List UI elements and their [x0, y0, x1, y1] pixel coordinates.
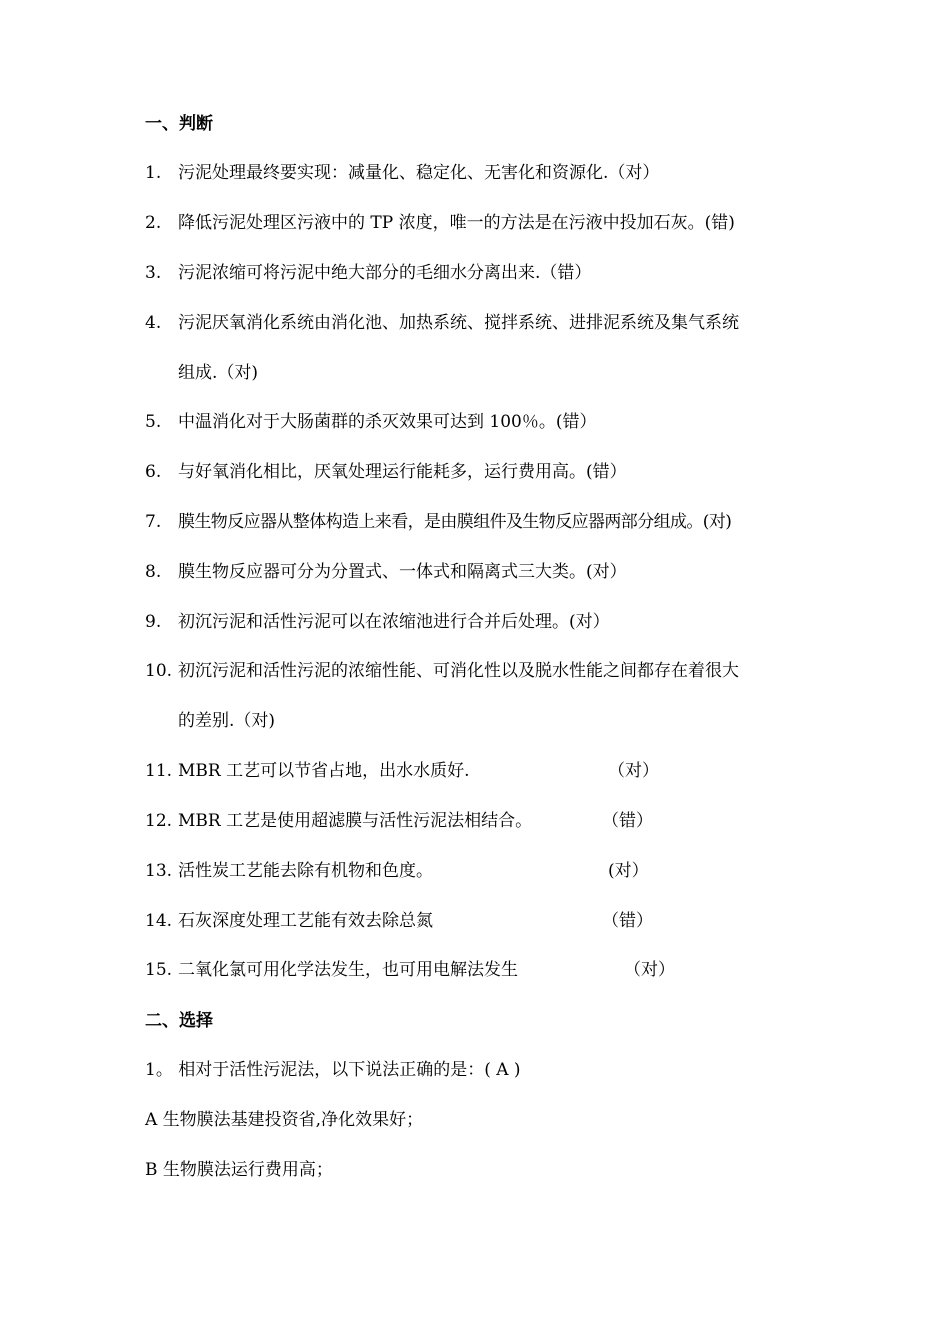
- item-answer: （对）: [608, 761, 659, 781]
- item-number: 6.: [145, 462, 162, 482]
- section-heading-judge: 一、判断: [145, 114, 213, 134]
- item-text: 污泥处理最终要实现：减量化、稳定化、无害化和资源化.（对）: [178, 163, 660, 183]
- item-text: 与好氧消化相比，厌氧处理运行能耗多，运行费用高。(错）: [178, 462, 627, 482]
- choice-question-1: 1。 相对于活性污泥法，以下说法正确的是：( A ): [145, 1060, 521, 1080]
- item-number: 1.: [145, 163, 162, 183]
- item-number: 7.: [145, 512, 162, 532]
- item-text: 污泥厌氧消化系统由消化池、加热系统、搅拌系统、进排泥系统及集气系统: [178, 313, 739, 333]
- item-number: 8.: [145, 562, 162, 582]
- item-answer: （对）: [624, 960, 675, 980]
- item-text: 活性炭工艺能去除有机物和色度。: [178, 861, 433, 881]
- choice-option-a: A 生物膜法基建投资省,净化效果好；: [145, 1110, 424, 1130]
- item-text: 初沉污泥和活性污泥的浓缩性能、可消化性以及脱水性能之间都存在着很大: [178, 661, 739, 681]
- item-text: 石灰深度处理工艺能有效去除总氮: [178, 911, 433, 931]
- item-text-continued: 的差别.（对): [178, 711, 276, 731]
- item-number: 15.: [145, 960, 173, 980]
- item-number: 3.: [145, 263, 162, 283]
- item-answer: (对）: [608, 861, 649, 881]
- item-number: 11.: [145, 761, 173, 781]
- item-answer: （错）: [602, 911, 653, 931]
- choice-option-b: B 生物膜法运行费用高；: [145, 1160, 333, 1180]
- item-number: 2.: [145, 213, 162, 233]
- item-text: MBR 工艺可以节省占地，出水水质好.: [178, 761, 470, 781]
- item-text-continued: 组成.（对): [178, 363, 259, 383]
- item-number: 10.: [145, 661, 173, 681]
- item-text: 中温消化对于大肠菌群的杀灭效果可达到 100％。(错）: [178, 412, 597, 432]
- item-answer: （错）: [602, 811, 653, 831]
- item-number: 14.: [145, 911, 173, 931]
- item-text: 膜生物反应器从整体构造上来看，是由膜组件及生物反应器两部分组成。(对): [178, 512, 732, 532]
- section-heading-choice: 二、选择: [145, 1011, 213, 1031]
- item-text: 初沉污泥和活性污泥可以在浓缩池进行合并后处理。(对）: [178, 612, 610, 632]
- item-text: MBR 工艺是使用超滤膜与活性污泥法相结合。: [178, 811, 533, 831]
- item-number: 4.: [145, 313, 162, 333]
- item-text: 二氧化氯可用化学法发生，也可用电解法发生: [178, 960, 518, 980]
- item-text: 污泥浓缩可将污泥中绝大部分的毛细水分离出来.（错）: [178, 263, 592, 283]
- item-text: 膜生物反应器可分为分置式、一体式和隔离式三大类。(对）: [178, 562, 627, 582]
- item-number: 5.: [145, 412, 162, 432]
- item-number: 12.: [145, 811, 173, 831]
- item-number: 13.: [145, 861, 173, 881]
- item-number: 9.: [145, 612, 162, 632]
- item-text: 降低污泥处理区污液中的 TP 浓度，唯一的方法是在污液中投加石灰。(错): [178, 213, 735, 233]
